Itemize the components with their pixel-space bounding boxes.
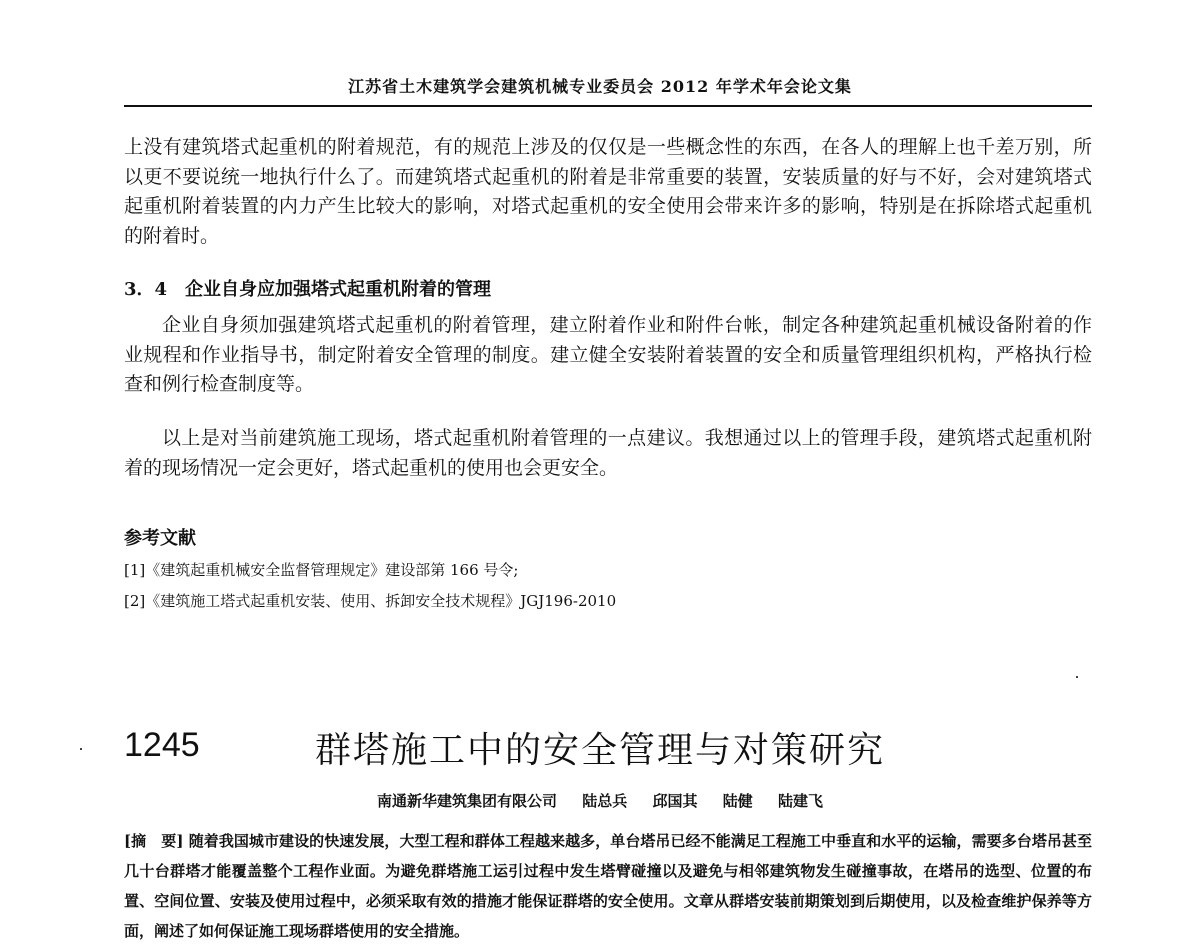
body-paragraph-1: 上没有建筑塔式起重机的附着规范，有的规范上涉及的仅仅是一些概念性的东西，在各人的理解上也千差万别，所以更不要说统一地执行什么了。而建筑塔式起重机的附着是非常重要的装置，安装质量的好与不好，会对建筑塔式起重机附着装置的内力产生比较大的影响，对塔式起重机的安全使用会带来许多的影响，特别是在拆除塔式起重机的附着时。: [124, 136, 1092, 247]
section-heading-3-4: 3．4 企业自身应加强塔式起重机附着的管理: [124, 279, 492, 300]
reference-item-2: [2]《建筑施工塔式起重机安装、使用、拆卸安全技术规程》JGJ196-2010: [124, 592, 617, 610]
author-line: [0, 790, 1200, 811]
header-rule: [124, 105, 1092, 107]
references-title: 参考文献: [124, 528, 196, 549]
running-header: 江苏省土木建筑学会建筑机械专业委员会 2012 年学术年会论文集: [348, 77, 852, 96]
scan-speck: [1076, 676, 1078, 678]
scan-speck: [80, 748, 82, 750]
body-paragraph-2: 企业自身须加强建筑塔式起重机的附着管理，建立附着作业和附件台帐，制定各种建筑起重机械设备附着的作业规程和作业指导书，制定附着安全管理的制度。建立健全安装附着装置的安全和质量管理组织机构，严格执行检查和例行检查制度等。: [124, 314, 1092, 395]
reference-item-1: [1]《建筑起重机械安全监督管理规定》建设部第 166 号令;: [124, 561, 519, 579]
abstract: [124, 826, 1092, 946]
author-name: 邱国其: [652, 792, 698, 810]
author-affiliation: 南通新华建筑集团有限公司: [376, 792, 557, 810]
abstract-label: [摘 要]: [124, 832, 184, 850]
author-name: 陆健: [722, 792, 753, 810]
author-name: 陆总兵: [582, 792, 628, 810]
author-name: 陆建飞: [777, 792, 823, 810]
paper-title: 群塔施工中的安全管理与对策研究: [314, 730, 885, 771]
paper-number: 1245: [124, 726, 200, 764]
body-paragraph-3: 以上是对当前建筑施工现场，塔式起重机附着管理的一点建议。我想通过以上的管理手段，建筑塔式起重机附着的现场情况一定会更好，塔式起重机的使用也会更安全。: [124, 427, 1092, 479]
abstract-text: 随着我国城市建设的快速发展，大型工程和群体工程越来越多，单台塔吊已经不能满足工程施工中垂直和水平的运输，需要多台塔吊甚至几十台群塔才能覆盖整个工程作业面。为避免群塔施工运引过程中发生塔臂碰撞以及避免与相邻建筑物发生碰撞事故，在塔吊的选型、位置的布置、空间位置、安装及使用过程中，必须采取有效的措施才能保证群塔的安全使用。文章从群塔安装前期策划到后期使用，以及检查维护保养等方面，阐述了如何保证施工现场群塔使用的安全措施。: [124, 832, 1092, 940]
